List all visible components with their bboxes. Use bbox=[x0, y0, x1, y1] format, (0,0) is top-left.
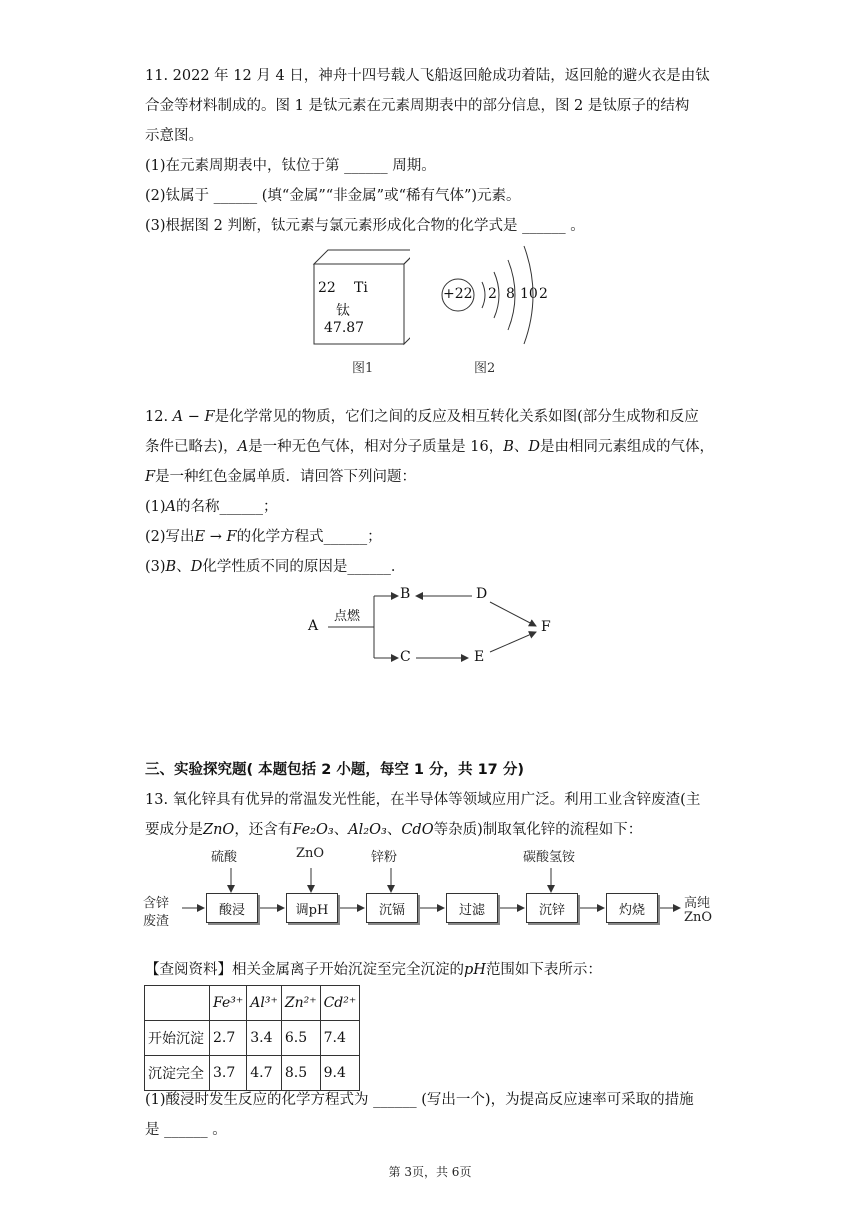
element-name: 钛 bbox=[336, 303, 350, 319]
table-cell: 3.7 bbox=[210, 1056, 247, 1091]
q11-line-1: 11. 2022 年 12 月 4 日，神舟十四号载人飞船返回舱成功着陆，返回舱的避火衣是由钛 bbox=[145, 68, 710, 84]
table-header-cell: Al³⁺ bbox=[247, 986, 282, 1021]
shell-3-electrons: 10 bbox=[520, 286, 538, 302]
step-precipitate-cd: 沉镉 bbox=[366, 893, 418, 923]
step-calcine: 灼烧 bbox=[606, 893, 658, 923]
section-3-heading: 三、实验探究题( 本题包括 2 小题，每空 1 分，共 17 分) bbox=[145, 762, 524, 778]
flow-input-line-1: 含锌 bbox=[143, 896, 170, 911]
condition-ignite: 点燃 bbox=[334, 609, 361, 624]
node-b: B bbox=[400, 586, 411, 602]
table-row bbox=[145, 1056, 360, 1091]
shell-1-electrons: 2 bbox=[488, 286, 497, 302]
flow-input-line-2: 废渣 bbox=[143, 914, 170, 929]
atomic-number: 22 bbox=[318, 280, 336, 296]
node-f: F bbox=[541, 619, 551, 635]
page-footer: 第 3页，共 6页 bbox=[388, 1165, 472, 1179]
table-header-cell: Fe³⁺ bbox=[210, 986, 247, 1021]
node-e: E bbox=[474, 649, 485, 665]
q12-part-2: (2)写出E → F的化学方程式______； bbox=[145, 529, 382, 545]
q13-line-2: 要成分是ZnO，还含有Fe₂O₃、Al₂O₃、CdO等杂质)制取氧化锌的流程如下： bbox=[145, 822, 643, 838]
step-acid-leach: 酸浸 bbox=[206, 893, 258, 923]
shell-2-electrons: 8 bbox=[506, 286, 515, 302]
q11-line-3: 示意图。 bbox=[145, 128, 203, 144]
q12-line-1: 12. A − F是化学常见的物质，它们之间的反应及相互转化关系如图(部分生成物和反应 bbox=[145, 409, 699, 425]
node-a: A bbox=[308, 618, 319, 634]
q13-part-1-line-1: (1)酸浸时发生反应的化学方程式为 ______ (写出一个)，为提高反应速率可采取的措施 bbox=[145, 1092, 694, 1108]
table-header-row bbox=[145, 986, 360, 1021]
reagent-sulfuric-acid: 硫酸 bbox=[211, 850, 238, 865]
q11-part-2: (2)钛属于 ______ (填“金属”“非金属”或“稀有气体”)元素。 bbox=[145, 188, 521, 204]
q11-part-1: (1)在元素周期表中，钛位于第 ______ 周期。 bbox=[145, 158, 436, 174]
q12-line-3: F是一种红色金属单质．请回答下列问题： bbox=[145, 469, 417, 485]
node-c: C bbox=[400, 649, 411, 665]
reagent-zinc-powder: 锌粉 bbox=[371, 850, 398, 865]
flow-output-line-1: 高纯 bbox=[684, 896, 711, 911]
table-header-cell bbox=[145, 986, 210, 1021]
q12-line-2: 条件已略去)，A是一种无色气体，相对分子质量是 16，B、D是由相同元素组成的气体， bbox=[145, 439, 715, 455]
shell-4-electrons: 2 bbox=[539, 286, 548, 302]
q13-reference-line: 【查阅资料】相关金属离子开始沉淀至完全沉淀的pH范围如下表所示： bbox=[145, 962, 602, 978]
q13-line-1: 13. 氧化锌具有优异的常温发光性能，在半导体等领域应用广泛。利用工业含锌废渣(主 bbox=[145, 792, 701, 808]
table-cell: 开始沉淀 bbox=[145, 1021, 210, 1056]
titanium-periodic-cell bbox=[300, 244, 410, 354]
table-cell: 4.7 bbox=[247, 1056, 282, 1091]
nucleus-charge: +22 bbox=[443, 286, 473, 302]
table-cell: 沉淀完全 bbox=[145, 1056, 210, 1091]
node-d: D bbox=[476, 586, 488, 602]
table-header-cell: Zn²⁺ bbox=[281, 986, 320, 1021]
table-header-cell: Cd²⁺ bbox=[320, 986, 360, 1021]
table-cell: 7.4 bbox=[320, 1021, 360, 1056]
figure-2-caption: 图2 bbox=[474, 361, 496, 376]
q12-part-1: (1)A的名称______； bbox=[145, 499, 278, 515]
step-adjust-ph: 调pH bbox=[286, 893, 338, 923]
table-cell: 9.4 bbox=[320, 1056, 360, 1091]
table-cell: 3.4 bbox=[247, 1021, 282, 1056]
reagent-ammonium-bicarbonate: 碳酸氢铵 bbox=[523, 850, 576, 865]
flow-output-line-2: ZnO bbox=[684, 910, 713, 925]
q11-line-2: 合金等材料制成的。图 1 是钛元素在元素周期表中的部分信息，图 2 是钛原子的结构 bbox=[145, 98, 690, 114]
table-cell: 8.5 bbox=[281, 1056, 320, 1091]
step-precipitate-zn: 沉锌 bbox=[526, 893, 578, 923]
table-row bbox=[145, 1021, 360, 1056]
element-symbol: Ti bbox=[354, 280, 368, 296]
atomic-mass: 47.87 bbox=[324, 320, 365, 336]
q13-part-1-line-2: 是 ______ 。 bbox=[145, 1122, 227, 1138]
table-cell: 6.5 bbox=[281, 1021, 320, 1056]
step-filter: 过滤 bbox=[446, 893, 498, 923]
ion-ph-table bbox=[144, 985, 360, 1091]
q11-part-3: (3)根据图 2 判断，钛元素与氯元素形成化合物的化学式是 ______ 。 bbox=[145, 218, 585, 234]
q12-relation-diagram bbox=[300, 580, 570, 680]
table-cell: 2.7 bbox=[210, 1021, 247, 1056]
figure-1-caption: 图1 bbox=[352, 361, 374, 376]
reagent-zno: ZnO bbox=[296, 846, 325, 861]
q12-part-3: (3)B、D化学性质不同的原因是______． bbox=[145, 559, 406, 575]
